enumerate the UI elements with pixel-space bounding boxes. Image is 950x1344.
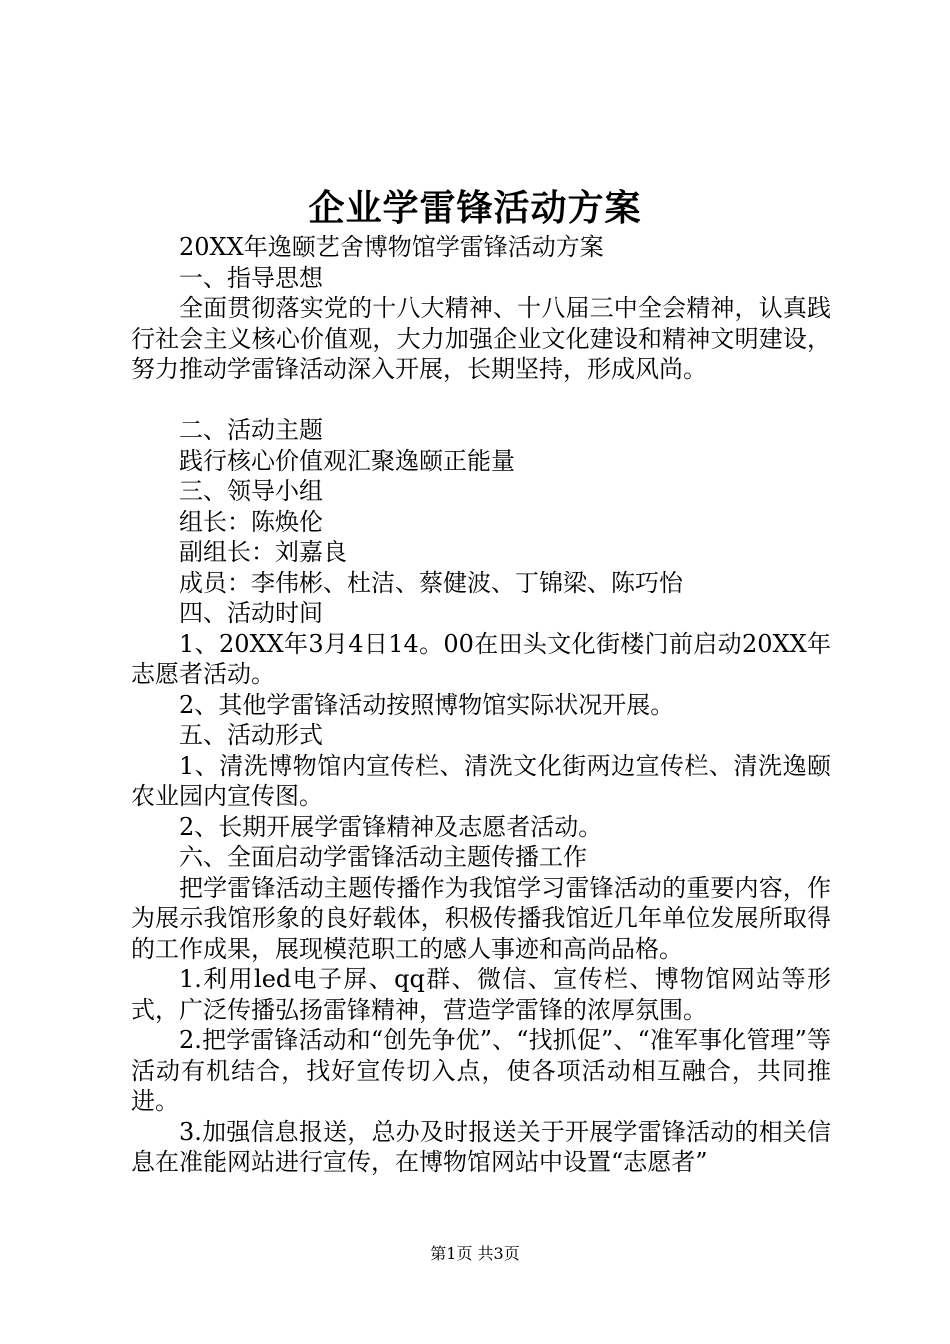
paragraph-spacer — [131, 385, 831, 416]
paragraph-deputy-leader: 副组长：刘嘉良 — [179, 538, 347, 566]
document-body — [131, 232, 831, 1178]
paragraph-promotion-item-3: 3.加强信息报送，总办及时报送关于开展学雷锋活动的相关信息在准能网站进行宣传，在博物馆网站中设置“志愿者” — [131, 1117, 831, 1176]
paragraph-activity-theme: 践行核心价值观汇聚逸颐正能量 — [179, 446, 515, 475]
heading-theme-promotion: 六、全面启动学雷锋活动主题传播工作 — [179, 843, 587, 871]
paragraph-theme-promotion: 把学雷锋活动主题传播作为我馆学习雷锋活动的重要内容，作为展示我馆形象的良好载体，积极传播我馆近几年单位发展所取得的工作成果，展现模范职工的感人事迹和高尚品格。 — [131, 873, 831, 963]
paragraph-form-item-1: 1、清洗博物馆内宣传栏、清洗文化街两边宣传栏、清洗逸颐农业园内宣传图。 — [131, 751, 831, 810]
paragraph-members: 成员：李伟彬、杜洁、蔡健波、丁锦梁、陈巧怡 — [179, 568, 683, 597]
heading-leadership-group: 三、领导小组 — [179, 477, 323, 505]
paragraph-group-leader: 组长：陈焕伦 — [179, 507, 323, 536]
heading-guiding-ideology: 一、指导思想 — [179, 263, 323, 292]
paragraph-form-item-2: 2、长期开展学雷锋精神及志愿者活动。 — [179, 812, 603, 841]
paragraph-promotion-item-1: 1.利用led电子屏、qq群、微信、宣传栏、博物馆网站等形式，广泛传播弘扬雷锋精神，营造学雷锋的浓厚氛围。 — [131, 965, 831, 1024]
paragraph-guiding-ideology: 全面贯彻落实党的十八大精神、十八届三中全会精神，认真践行社会主义核心价值观，大力加强企业文化建设和精神文明建设，努力推动学雷锋活动深入开展，长期坚持，形成风尚。 — [131, 294, 831, 383]
paragraph-promotion-item-2: 2.把学雷锋活动和“创先争优”、“找抓促”、“准军事化管理”等活动有机结合，找好宣传切入点，使各项活动相互融合，共同推进。 — [131, 1026, 831, 1115]
heading-activity-form: 五、活动形式 — [179, 721, 323, 749]
paragraph-time-item-1: 1、20XX年3月4日14。00在田头文化街楼门前启动20XX年志愿者活动。 — [131, 629, 831, 688]
document-title: 企业学雷锋活动方案 — [308, 187, 642, 229]
heading-activity-theme: 二、活动主题 — [179, 416, 323, 444]
heading-activity-time: 四、活动时间 — [179, 599, 323, 627]
page-footer: 第1页 共3页 — [430, 1244, 520, 1263]
paragraph-subtitle: 20XX年逸颐艺舍博物馆学雷锋活动方案 — [179, 233, 604, 261]
paragraph-time-item-2: 2、其他学雷锋活动按照博物馆实际状况开展。 — [179, 690, 675, 719]
